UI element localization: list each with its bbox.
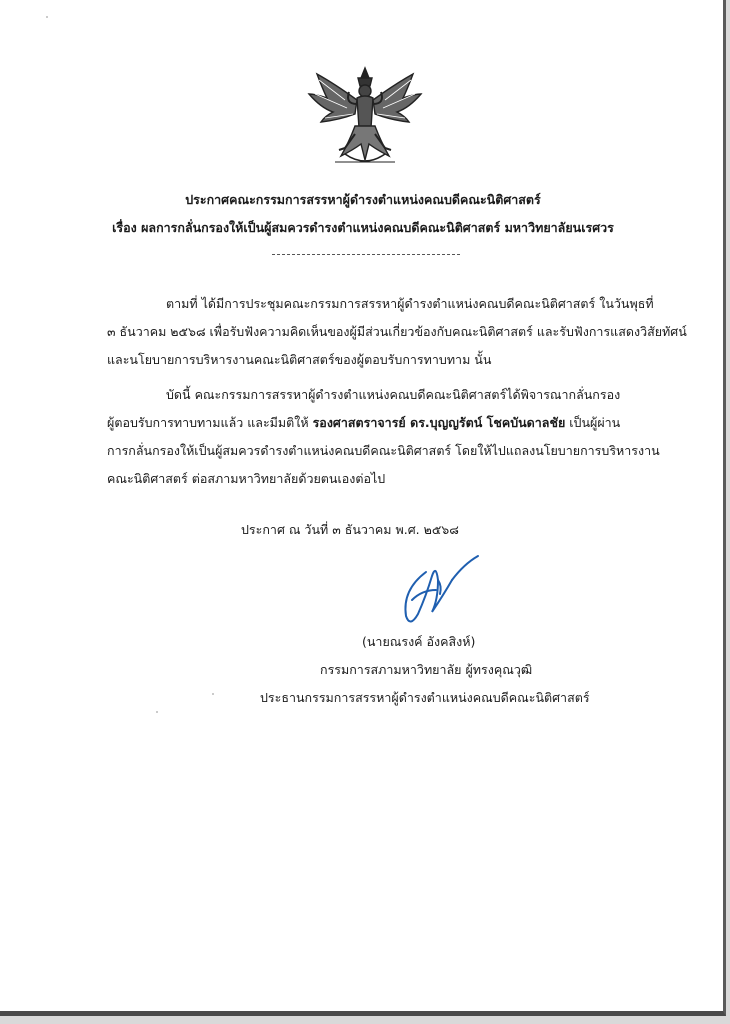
para1-line2: ๓ ธันวาคม ๒๕๖๘ เพื่อรับฟังความคิดเห็นของผู้มีส่วนเกี่ยวข้องกับคณะนิติศาสตร์ และรับฟังการแสดงวิสัยทัศน์ xyxy=(107,324,687,339)
para2-line4: คณะนิติศาสตร์ ต่อสภามหาวิทยาลัยด้วยตนเองต่อไป xyxy=(107,471,386,486)
para1-line1: ตามที่ ได้มีการประชุมคณะกรรมการสรรหาผู้ดำรงตำแหน่งคณบดีคณะนิติศาสตร์ ในวันพุธที่ xyxy=(166,296,654,311)
para2-line2 xyxy=(107,413,620,433)
para2-line2-pre: ผู้ตอบรับการทาบทามแล้ว และมีมติให้ xyxy=(107,415,313,430)
scan-speck xyxy=(46,16,48,18)
scan-speck xyxy=(212,693,214,695)
nominee-name: รองศาสตราจารย์ ดร.บุญญรัตน์ โชคบันดาลชัย xyxy=(312,415,566,430)
para1-line3: และนโยบายการบริหารงานคณะนิติศาสตร์ของผู้ตอบรับการทาบทาม นั้น xyxy=(107,352,492,367)
signer-position-2: ประธานกรรมการสรรหาผู้ดำรงตำแหน่งคณบดีคณะนิติศาสตร์ xyxy=(260,690,590,705)
para2-line3: การกลั่นกรองให้เป็นผู้สมควรดำรงตำแหน่งคณบดีคณะนิติศาสตร์ โดยให้ไปแถลงนโยบายการบริหารงาน xyxy=(107,443,660,458)
signer-name: (นายณรงค์ อังคสิงห์) xyxy=(362,634,476,649)
signer-position-1: กรรมการสภามหาวิทยาลัย ผู้ทรงคุณวุฒิ xyxy=(320,662,533,677)
scan-speck xyxy=(156,711,158,713)
announce-date: ประกาศ ณ วันที่ ๓ ธันวาคม พ.ศ. ๒๕๖๘ xyxy=(241,522,459,537)
announcement-subject: เรื่อง ผลการกลั่นกรองให้เป็นผู้สมควรดำรงตำแหน่งคณบดีคณะนิติศาสตร์ มหาวิทยาลัยนเรศวร xyxy=(112,220,614,235)
separator-line xyxy=(272,254,460,255)
handwritten-signature xyxy=(392,550,492,630)
para2-line1: บัดนี้ คณะกรรมการสรรหาผู้ดำรงตำแหน่งคณบดีคณะนิติศาสตร์ได้พิจารณากลั่นกรอง xyxy=(166,387,621,402)
para2-line2-post: เป็นผู้ผ่าน xyxy=(565,415,621,430)
garuda-emblem-icon xyxy=(305,64,425,174)
announcement-title: ประกาศคณะกรรมการสรรหาผู้ดำรงตำแหน่งคณบดีคณะนิติศาสตร์ xyxy=(185,192,541,207)
